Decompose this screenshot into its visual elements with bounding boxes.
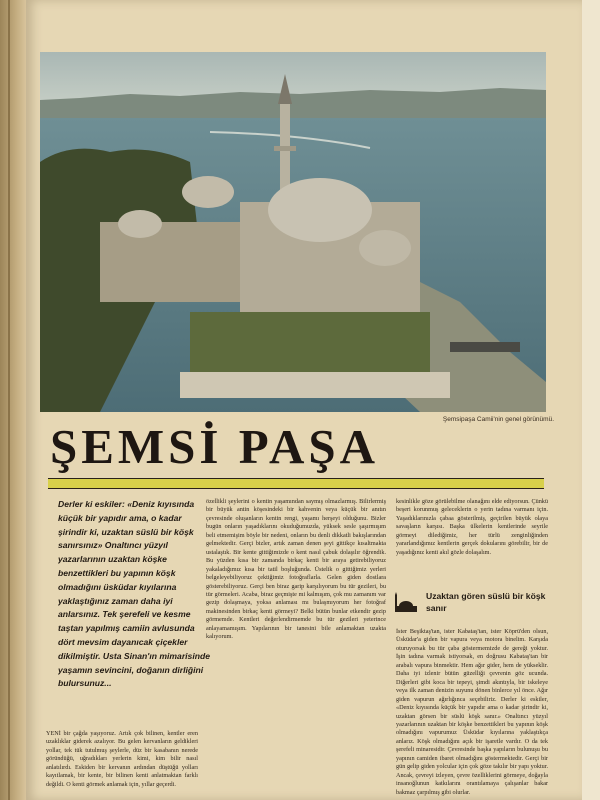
madrasa-dome-2 (182, 176, 234, 208)
madrasa (100, 222, 240, 302)
boats (450, 342, 520, 352)
madrasa-dome-1 (118, 210, 162, 238)
body-paragraph: YENİ bir çağda yaşıyoruz. Artık çok bilinen, kentler eren uzaklıklar giderek azalıyor. Bu gelen kervanların geldikleri yollar, tek tük tutulmuş şeylerle, düz bir kasabanın nerede göründüğü, uğradıkları yerlerin kimi, kim bilir nasıl anlatılırdı. Eskiden bir kervanın ardından düştüğü yolları kayıtlamak, bir kente, bir bilinen kenti anlatmaktan farklı değildi. O kenti görmek anlamak için, yıllar geçerdi. (46, 730, 198, 788)
photo-caption: Şemsipaşa Camii'nin genel görünümü. (442, 416, 554, 423)
body-paragraph: İster Beşiktaş'tan, ister Kabataş'tan, ister Köprü'den olsun, Üsküdar'a giden bir vapura veya motora binelim. Karşıda oturuyorsak bu tür çaba göstermemizde de gereği yoktur. İşin tadına varmak istiyorsak, en doğrusu Kabataş'tan bir arabalı vapura binmektir. Hem ağır gider, hem de yükseklir. Daha iyi izlenir bütün güzelliği çevrenin göz ucunda. Diğerleri gibi koca bir tepeyi, şimdi akıntıyla, bir iskeleye veya ilk zaman denizin suyunu dönen binlerce yıl önce. Ağır giden vapurun ağırlığınca seçebiliriz. Derler ki eskiler, «Deniz kıyısında küçük bir yapıdır ama o kadar şirindir ki, uzaktan görsen bir süslü köşk sanır.» Onaltıncı yüzyıl yazarlarının uzaktan bir köşke benzettikleri bu yapının köşk olmadığını vapurumuz Üsküdar kıyılarına yaklaştıkça anlarız. Köşk olmadığını açık bir işaretle vardır. O da tek şerefeli minaresidir. Çevresinde başka yapıların bulunuşu bu yapının camiden ibaret olmadığını göstermektedir. Gerçi bir gün gelip giden yolcular için çok göze takılır bir yapı yoktur. Ancak, çevreyi izleyen, çevre özelliklerini görmeye, doğayla insanoğlunun katkılarını orantılamaya çalışanlar bakar bakmaz çarpılmış gibi olurlar. (396, 628, 548, 796)
small-dome (359, 230, 411, 266)
page-title: ŞEMSİ PAŞA (50, 419, 380, 474)
body-column-left-bottom (46, 730, 198, 800)
spine-edge (8, 0, 10, 800)
body-paragraph: kesinlikle göze görülebilme olanağını elde ediyorsun. Çünkü beşeri korunmuş geleceklerin o yerin tadına varmanı için. Yaşadıklarınızla çabaa gösterilmiş, geçirilen büyük olaya savaşların karşısı. Başka ülkelerin kentlerinde seyrile görmeyi dilediğimiz, her türlü zenginliğinden yararlandığımız kentlerin gerçek dokularını görebilir, bir de yaşadığınız kenti akıl gözle dolaşalım. (396, 498, 548, 556)
main-dome (268, 178, 372, 242)
mosque-icon (392, 592, 420, 614)
next-page-edge (582, 0, 600, 800)
subheading-block (392, 586, 548, 622)
intro-paragraph: Derler ki eskiler: «Deniz kıyısında küçük bir yapıdır ama, o kadar şirindir ki, uzaktan süslü bir köşk sanırsınız» Onaltıncı yüzyıl yazarlarının uzaktan köşke benzettikleri bu yapının köşk olmadığını üsküdar kıyılarına yaklaştığınız zaman daha iyi anlarsınız. Tek şerefeli ve kesme taştan yapılmış camiin avlusunda dört mevsim dayanıcak çiçekler dikilmiştir. Usta Sinan'ın mimarisinde yaşamın sevincini, doğanın dirliğini bulursunuz... (58, 499, 210, 689)
intro-text (58, 498, 210, 713)
courtyard (190, 312, 430, 382)
body-column-right-top (396, 498, 548, 580)
body-column-right-bottom (396, 628, 548, 800)
mosque-photo (40, 52, 546, 412)
title-underline-bar (48, 478, 544, 489)
body-column-middle (206, 498, 386, 798)
book-spine (0, 0, 26, 800)
subheading: Uzaktan gören süslü bir köşk sanır (426, 591, 546, 613)
body-paragraph: özellikli şeylerini o kentin yaşamından saymış olmazlarmış. Bilirlermiş bir büyük antin köşesindeki bir kahvenin veya küçük bir anıtın çevresinde oluşanların kentin rengi, yaşamı herşeyi olduğunu. Bizler bugün onların yaşadıklarını okuduğumuzda, yüksek sesle şaşırmışım beli etmemişim böyle bir nedeni, onların bu denli dikkatli bakışlarından gelmektedir. Gerçi bizler, artık zaman denen şeyi gittikçe kısaltmakta ustalaştık. Bir kente gittiğimizde o kent nasıl çabuk dolaşılır öğrendik. Bu yüzden kısa bir zamanda birkaç kenti bir araya getirebiliyoruz yakaladığımız kısa bir tatil boşluğunda. Üstelik o gittiğimiz yerleri belgeleyebiliyoruz çektiğimiz fotoğraflarla. Gelen giden dostlara gösterebiliyoruz. Gerçi ben biraz garip karşılıyorum bu tür gezileri, bu tür görmeleri. Acaba, biraz geçmişte mi kalmışım, çok mu zamanım var gezip dolaşmaya, yoksa anlaması mı bulaşmıyorum her fotoğraf makinesinden birkaç kenti görmeyi? Belki bütün bunlar etkendir gezip görmemde. Kentleri değerlendirmemde bu tür gezileri yeterince anlayamamışım. Yapılarının bir tanesini bile anlamaktan uzakta kalıyorum. (206, 498, 386, 641)
front-wall (180, 372, 450, 398)
minaret-balcony (274, 146, 296, 151)
